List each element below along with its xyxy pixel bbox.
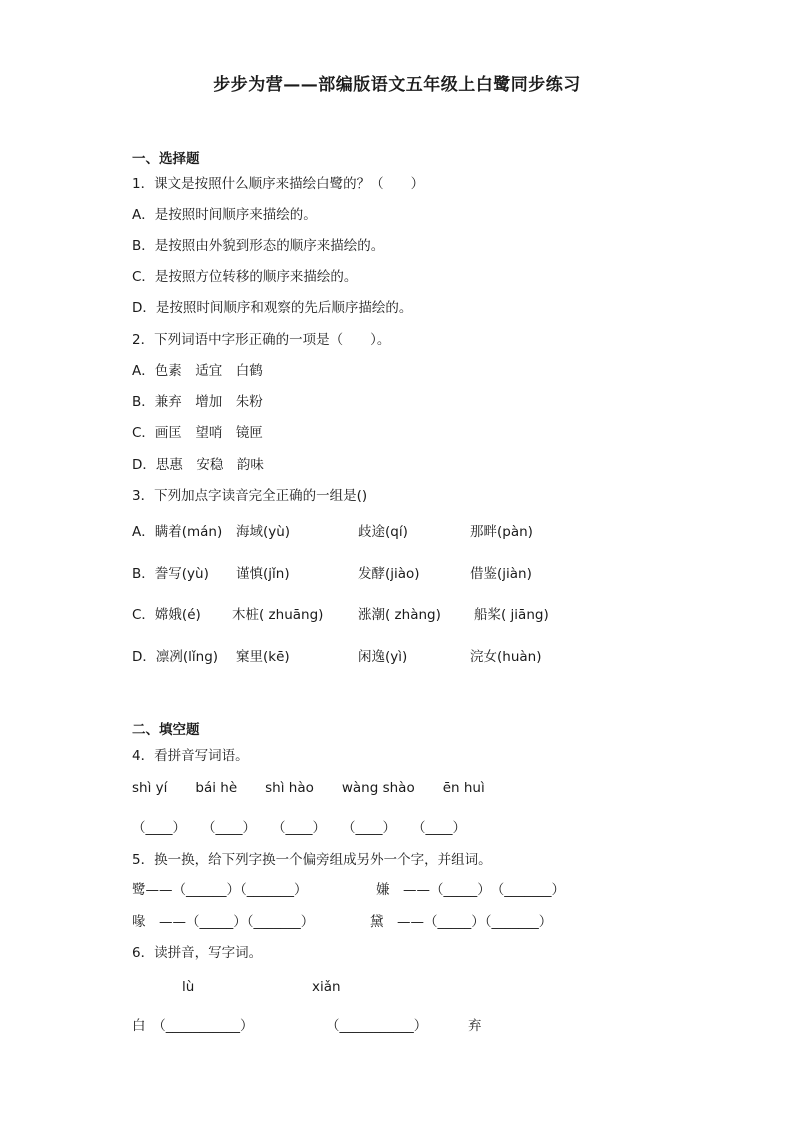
q1-option-d: D．是按照时间顺序和观察的先后顺序描绘的。: [132, 300, 413, 316]
question-1-stem: 1．课文是按照什么顺序来描绘白鹭的？（ ）: [132, 176, 425, 192]
q3-c-item-3: 涨潮( zhàng): [358, 607, 441, 623]
q6-word-1[interactable]: 白 （___________）: [132, 1018, 254, 1034]
q1-option-a: A．是按照时间顺序来描绘的。: [132, 207, 317, 223]
question-4-stem: 4．看拼音写词语。: [132, 748, 249, 764]
q4-pinyin-3: shì hào: [265, 780, 314, 796]
q1-option-b: B．是按照由外貌到形态的顺序来描绘的。: [132, 238, 385, 254]
q3-a-item-1: A．瞒着(mán): [132, 524, 223, 540]
q3-option-d: [132, 645, 541, 665]
q4-blank-2[interactable]: （____）: [202, 820, 256, 836]
q2-option-a: A．色素 适宜 白鹤: [132, 363, 263, 379]
q4-pinyin-4: wàng shào: [341, 780, 415, 796]
question-3-stem: 3．下列加点字读音完全正确的一组是(): [132, 488, 368, 504]
q3-option-a: [132, 520, 533, 540]
q6-word-2: 弃: [468, 1018, 482, 1034]
q6-pinyin-2: xiǎn: [312, 979, 341, 995]
q3-option-b: [132, 562, 532, 582]
q6-pinyin-1: lù: [182, 979, 195, 995]
q3-d-item-3: 闲逸(yì): [358, 649, 408, 665]
q3-a-item-4: 那畔(pàn): [470, 524, 533, 540]
q4-blank-3[interactable]: （____）: [272, 820, 326, 836]
q4-pinyin-2: bái hè: [195, 780, 238, 796]
question-2-stem: 2．下列词语中字形正确的一项是（ ）。: [132, 332, 391, 348]
q5-row1-right[interactable]: 嫌 ——（_____） （_______）: [376, 882, 565, 898]
q3-c-item-4: 船桨( jiāng): [474, 607, 549, 623]
q5-row2-left[interactable]: 喙 ——（_____）（_______）: [132, 914, 315, 930]
q1-option-c: C．是按照方位转移的顺序来描绘的。: [132, 269, 358, 285]
q3-b-item-2: 谨慎(jǐn): [236, 566, 290, 582]
q3-c-item-2: 木桩( zhuāng): [232, 607, 324, 623]
q4-pinyin-1: shì yí: [132, 780, 168, 796]
q4-blank-row: [132, 816, 482, 836]
q3-d-item-1: D．凛冽(lǐng): [132, 649, 219, 665]
q4-blank-5[interactable]: （____）: [412, 820, 466, 836]
question-6-stem: 6．读拼音，写字词。: [132, 945, 263, 961]
section-heading-fill: 二、填空题: [132, 722, 200, 738]
page-title: 步步为营——部编版语文五年级上白鹭同步练习: [213, 75, 581, 95]
q3-d-item-4: 浣女(huàn): [470, 649, 542, 665]
q2-option-d: D．思惠 安稳 韵味: [132, 457, 264, 473]
q6-blank-2[interactable]: （___________）: [326, 1018, 428, 1034]
section-heading-choice: 一、选择题: [132, 151, 200, 167]
q3-a-item-2: 海域(yù): [236, 524, 291, 540]
q3-a-item-3: 歧途(qí): [358, 524, 408, 540]
q4-pinyin-5: ēn huì: [442, 780, 485, 796]
q2-option-b: B．兼弃 增加 朱粉: [132, 394, 263, 410]
q2-option-c: C．画匡 望哨 镜匣: [132, 425, 263, 441]
q3-b-item-4: 借鉴(jiàn): [470, 566, 532, 582]
q3-b-item-1: B．誊写(yù): [132, 566, 209, 582]
q3-c-item-1: C．嫦娥(é): [132, 607, 201, 623]
q3-option-c: [132, 603, 549, 623]
q5-row1-left[interactable]: 鹭——（______）（_______）: [132, 882, 308, 898]
q3-b-item-3: 发酵(jiào): [358, 566, 420, 582]
q4-pinyin-row: [132, 780, 513, 796]
q5-row2-right[interactable]: 黛 ——（_____）（_______）: [370, 914, 553, 930]
question-5-stem: 5．换一换，给下列字换一个偏旁组成另外一个字，并组词。: [132, 852, 492, 868]
q4-blank-1[interactable]: （____）: [132, 820, 186, 836]
q3-d-item-2: 窠里(kē): [236, 649, 290, 665]
q4-blank-4[interactable]: （____）: [342, 820, 396, 836]
